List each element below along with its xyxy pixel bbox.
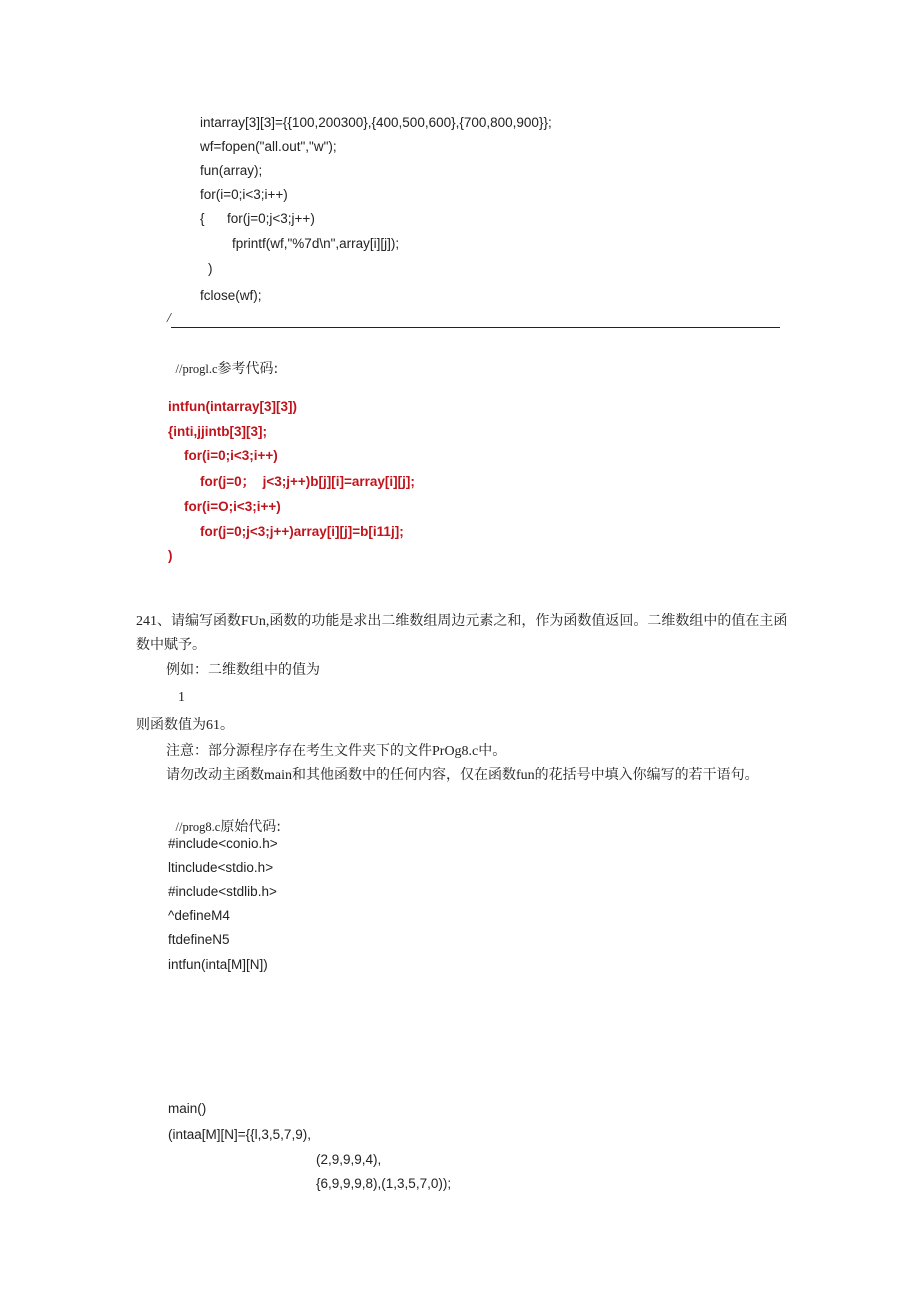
ref-code-line: )	[168, 548, 173, 563]
main-code-line: main()	[168, 1101, 207, 1116]
code-line: wf=fopen("all.out","w");	[200, 139, 337, 154]
code-line: )	[208, 261, 213, 276]
ref-code-line: for(j=0； j<3;j++)b[j][i]=array[i][j];	[200, 474, 415, 489]
ref-code-line: for(j=0;j<3;j++)array[i][j]=b[i11j];	[200, 524, 404, 539]
ref-code-line: {inti,jjintb[3][3];	[168, 424, 267, 439]
ref-heading-label: 参考代码:	[217, 361, 279, 377]
code-line: fun(array);	[200, 163, 263, 178]
orig-code-line: ^defineM4	[168, 908, 230, 923]
main-code-line: (2,9,9,9,4),	[316, 1152, 382, 1167]
ref-code-line: for(i=0;i<3;i++)	[184, 448, 278, 463]
main-code-line: {6,9,9,9,8),(1,3,5,7,0));	[316, 1176, 452, 1191]
code-line: { for(j=0;j<3;j++)	[200, 211, 315, 226]
ref-file-name: //progl.c	[175, 362, 218, 376]
code-line: fclose(wf);	[200, 288, 262, 303]
ref-code-heading	[168, 342, 278, 378]
example-value: 1	[178, 690, 185, 705]
orig-heading-label: 原始代码:	[220, 819, 282, 835]
orig-file-name: //prog8.c	[175, 820, 221, 834]
orig-code-line: ftdefineN5	[168, 932, 230, 947]
ref-code-line: for(i=O;i<3;i++)	[184, 499, 281, 514]
separator-line	[171, 327, 780, 328]
problem-text: 数中赋予。	[136, 638, 206, 653]
code-line: intarray[3][3]={{100,200300},{400,500,600},{700,800,900}};	[200, 115, 552, 130]
code-line: for(i=0;i<3;i++)	[200, 187, 288, 202]
separator-slash: /	[167, 311, 171, 326]
example-text: 例如：二维数组中的值为	[166, 663, 320, 678]
orig-code-heading	[168, 800, 281, 836]
orig-code-line: #include<stdlib.h>	[168, 884, 277, 899]
note-text: 注意：部分源程序存在考生文件夹下的文件PrOg8.c中。	[166, 744, 507, 759]
problem-text: 241、请编写函数FUn,函数的功能是求出二维数组周边元素之和，作为函数值返回。二维数组中的值在主函	[136, 614, 788, 629]
instruction-text: 请勿改动主函数main和其他函数中的任何内容，仅在函数fun的花括号中填入你编写的若干语句。	[166, 768, 759, 783]
ref-code-line: intfun(intarray[3][3])	[168, 399, 297, 414]
orig-code-line: ltinclude<stdio.h>	[168, 860, 274, 875]
orig-code-line: intfun(inta[M][N])	[168, 957, 268, 972]
code-line: fprintf(wf,"%7d\n",array[i][j]);	[232, 236, 400, 251]
result-text: 则函数值为61。	[136, 718, 234, 733]
orig-code-line: #include<conio.h>	[168, 836, 278, 851]
main-code-line: (intaa[M][N]={{l,3,5,7,9),	[168, 1127, 311, 1142]
